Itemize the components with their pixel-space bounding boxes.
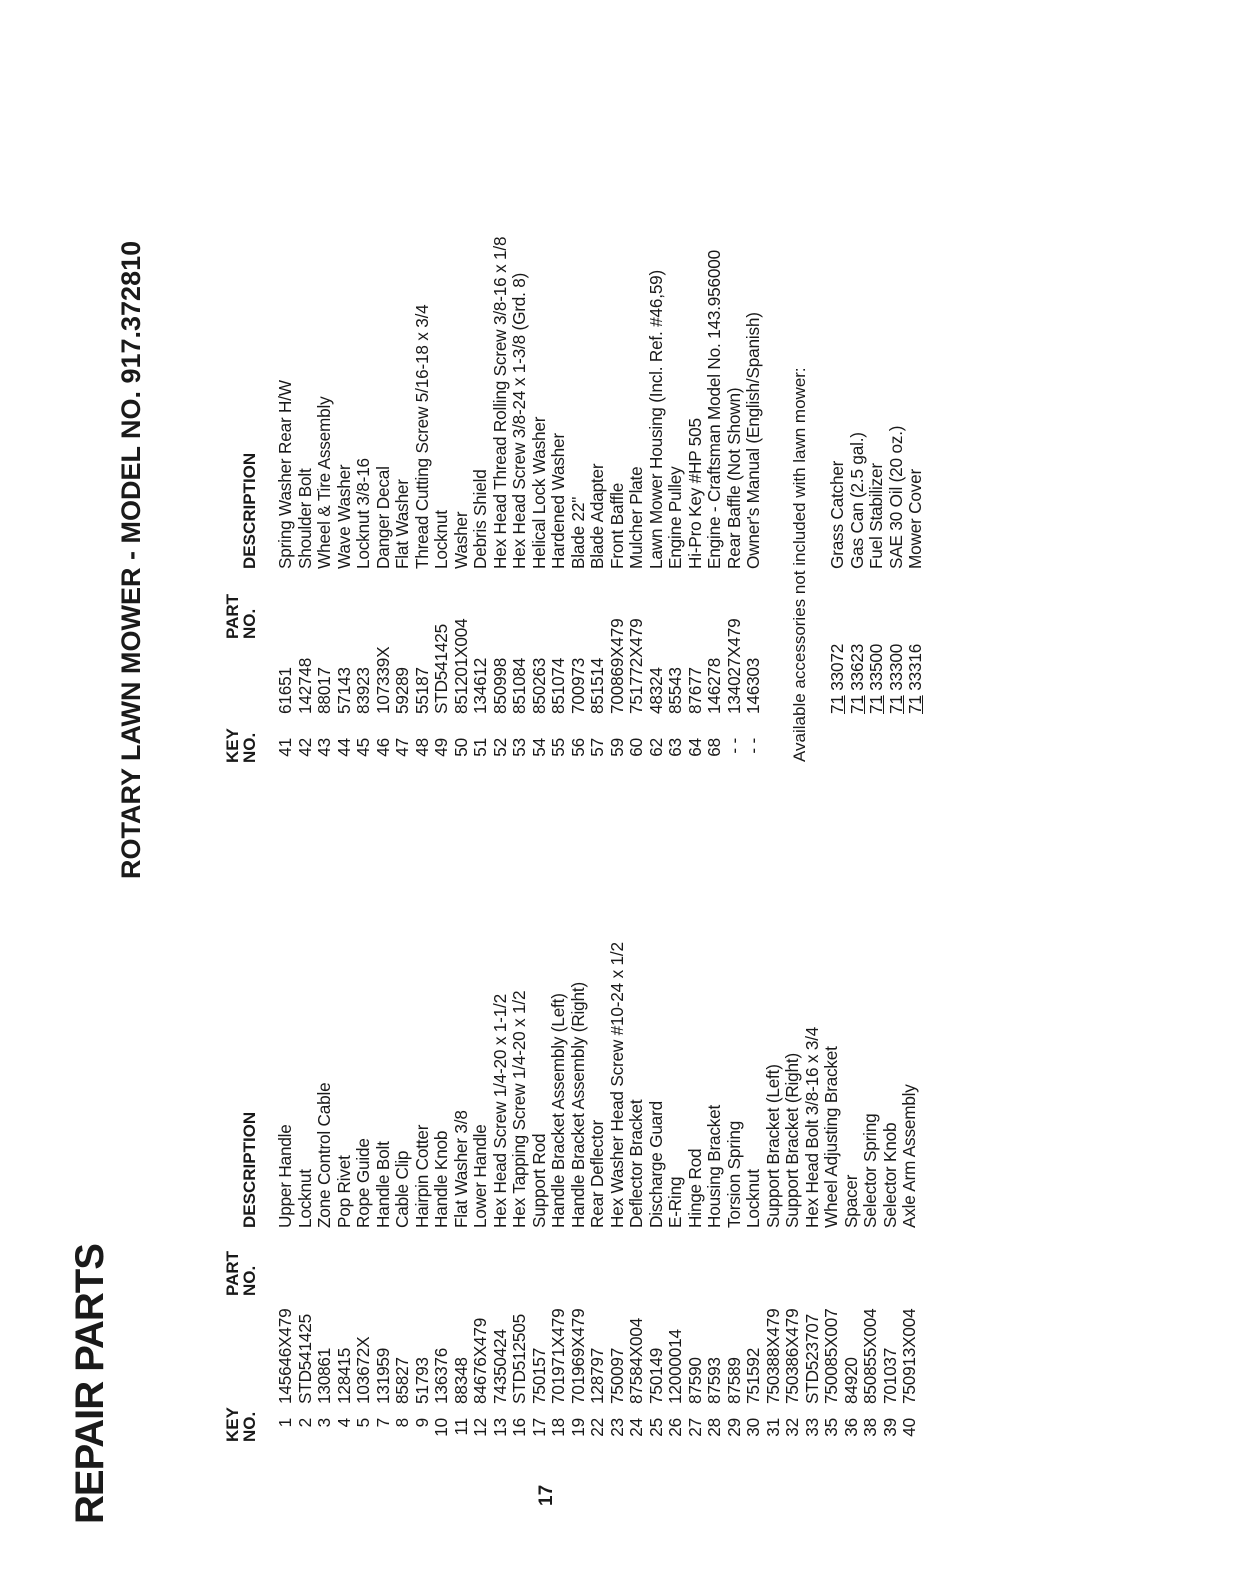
key-number: 49	[431, 738, 451, 757]
key-number: 4	[333, 1418, 354, 1428]
part-description: Washer	[450, 511, 471, 569]
part-number: 700973	[567, 657, 588, 714]
part-number: 700869X479	[606, 618, 627, 714]
part-number: 131959	[372, 1347, 393, 1404]
part-number: 103672X	[353, 1336, 373, 1404]
accessory-prefix: 71	[885, 695, 906, 714]
part-description: Selector Knob	[879, 1122, 900, 1228]
key-number: 11	[450, 1418, 471, 1436]
part-number: 750097	[606, 1347, 627, 1404]
part-description: Hex Head Screw 3/8-24 x 1-3/8 (Grd. 8)	[509, 272, 529, 569]
accessory-prefix: 71	[866, 695, 886, 714]
accessories-description-column	[828, 426, 926, 569]
accessory-prefix: 71	[846, 695, 867, 714]
key-number: 43	[314, 738, 334, 757]
key-number: 36	[840, 1418, 861, 1437]
key-number: 16	[509, 1418, 529, 1437]
accessory-number: 33623	[846, 643, 867, 696]
key-number: 57	[587, 738, 607, 757]
part-number: 136376	[431, 1347, 451, 1404]
part-description: Rear Baffle (Not Shown)	[723, 387, 744, 569]
key-number: 45	[353, 738, 373, 757]
part-number: 84920	[840, 1357, 861, 1404]
key-number: 30	[743, 1418, 763, 1437]
left-description-column	[276, 942, 920, 1228]
part-number: 750085X007	[821, 1308, 841, 1404]
key-number: 63	[665, 738, 685, 757]
part-number: 48324	[645, 667, 666, 714]
part-description: Housing Bracket	[704, 1104, 724, 1228]
part-description: Wheel Adjusting Bracket	[821, 1046, 841, 1228]
key-number: 32	[782, 1418, 802, 1437]
key-number: 22	[587, 1418, 607, 1437]
part-number: 851084	[509, 657, 529, 714]
part-description: Deflector Bracket	[626, 1099, 646, 1228]
left-key-column	[276, 1418, 920, 1456]
key-number: 31	[762, 1418, 783, 1437]
accessory-part-number	[848, 644, 868, 714]
part-number: STD541425	[431, 624, 451, 714]
key-number: 50	[450, 738, 471, 757]
accessory-number: 33500	[866, 643, 886, 696]
key-number: 48	[411, 738, 432, 757]
key-number: 24	[626, 1418, 646, 1437]
key-number: 25	[645, 1418, 666, 1437]
part-description: Hex Head Bolt 3/8-16 x 3/4	[801, 1026, 822, 1228]
key-number: 51	[470, 738, 490, 757]
part-number: 84676X479	[470, 1317, 490, 1404]
right-description-header: DESCRIPTION	[240, 452, 259, 569]
part-description: Mulcher Plate	[626, 466, 646, 569]
key-number: 56	[567, 738, 588, 757]
part-description: Spacer	[840, 1174, 861, 1228]
key-number: 3	[314, 1418, 334, 1428]
part-number: 750149	[645, 1347, 666, 1404]
accessory-description: SAE 30 Oil (20 oz.)	[885, 425, 906, 569]
right-part-header-line2: NO.	[240, 608, 259, 639]
left-key-header-line1: KEY	[223, 1407, 242, 1442]
key-number: 8	[392, 1418, 412, 1428]
part-description: Hex Washer Head Screw #10-24 x 1/2	[606, 942, 627, 1228]
key-number: 2	[294, 1418, 315, 1428]
left-part-header-line2: NO.	[240, 1265, 259, 1296]
key-number: 42	[294, 738, 315, 757]
part-number: 107339X	[372, 646, 393, 714]
part-description: Hi-Pro Key #HP 505	[684, 418, 705, 569]
key-number: 39	[879, 1418, 900, 1437]
part-number: 751592	[743, 1347, 763, 1404]
part-description: Helical Lock Washer	[528, 416, 549, 569]
accessory-description: Fuel Stabilizer	[866, 463, 886, 569]
key-number: 23	[606, 1418, 627, 1437]
part-description: Hinge Rod	[684, 1148, 705, 1228]
part-number: 142748	[294, 657, 315, 714]
part-number: 701971X479	[548, 1308, 568, 1404]
part-number: STD541425	[294, 1314, 315, 1404]
part-description: Locknut	[743, 1169, 763, 1228]
part-number: 850998	[489, 657, 510, 714]
part-description: Engine - Craftsman Model No. 143.956000	[704, 250, 724, 569]
right-description-column	[276, 237, 764, 569]
part-number: 88017	[314, 667, 334, 714]
right-part-header-line1: PART	[223, 593, 242, 639]
key-number: 64	[684, 738, 705, 757]
part-number: 146303	[743, 657, 763, 714]
part-description: Handle Bolt	[372, 1141, 393, 1228]
key-number: - -	[743, 738, 763, 754]
right-key-column	[276, 738, 764, 776]
part-description: Engine Pulley	[665, 466, 685, 569]
part-description: Flat Washer 3/8	[450, 1110, 471, 1228]
accessory-number: 33316	[905, 643, 925, 696]
right-key-header-line1: KEY	[223, 728, 242, 763]
part-number: 851201X004	[450, 618, 471, 714]
part-description: Front Baffle	[606, 482, 627, 569]
accessory-prefix: 71	[905, 695, 925, 714]
key-number: 10	[431, 1418, 451, 1437]
key-number: 19	[567, 1418, 588, 1437]
part-description: Lawn Mower Housing (Incl. Ref. #46,59)	[645, 269, 666, 569]
part-number: 55187	[411, 667, 432, 714]
part-description: Torsion Spring	[723, 1120, 744, 1228]
key-number: 68	[704, 738, 724, 757]
part-number: 850855X004	[860, 1308, 880, 1404]
part-number: 12000014	[665, 1329, 685, 1404]
part-number: 85543	[665, 667, 685, 714]
key-number: 27	[684, 1418, 705, 1437]
part-number: 57143	[333, 667, 354, 714]
part-number: STD512505	[509, 1314, 529, 1404]
accessory-description: Grass Catcher	[827, 460, 847, 569]
key-number: 54	[528, 738, 549, 757]
key-number: 62	[645, 738, 666, 757]
part-number: STD523707	[801, 1314, 822, 1404]
key-number: 47	[392, 738, 412, 757]
part-number: 750388X479	[762, 1308, 783, 1404]
left-key-header	[224, 1407, 258, 1442]
left-part-header-line1: PART	[223, 1250, 242, 1296]
part-number: 145646X479	[275, 1308, 295, 1404]
part-number: 701969X479	[567, 1308, 588, 1404]
part-description: Debris Shield	[470, 469, 490, 569]
part-description: Hex Head Screw 1/4-20 x 1-1/2	[489, 994, 510, 1228]
key-number: 59	[606, 738, 627, 757]
accessories-note: Available accessories not included with lawn mower:	[790, 367, 809, 762]
part-number: 751772X479	[626, 618, 646, 714]
part-description: Rope Guide	[353, 1138, 373, 1228]
accessory-description: Gas Can (2.5 gal.)	[846, 432, 867, 569]
part-number: 750913X004	[899, 1308, 919, 1404]
section-title: REPAIR PARTS	[68, 1244, 112, 1524]
part-description: Locknut	[294, 1169, 315, 1228]
part-number: 87584X004	[626, 1317, 646, 1404]
part-description: Handle Bracket Assembly (Right)	[567, 982, 588, 1228]
part-number: 88348	[450, 1357, 471, 1404]
accessories-part-column	[828, 644, 926, 714]
model-title: ROTARY LAWN MOWER - MODEL NO. 917.372810	[116, 240, 146, 879]
part-number: 128415	[333, 1347, 354, 1404]
right-part-column	[276, 619, 764, 715]
key-number: - -	[723, 738, 744, 754]
part-description: Cable Clip	[392, 1150, 412, 1228]
part-number: 146278	[704, 657, 724, 714]
key-number: 17	[528, 1418, 549, 1437]
part-description: Rear Deflector	[587, 1119, 607, 1228]
key-number: 29	[723, 1418, 744, 1437]
part-description: Upper Handle	[275, 1124, 295, 1228]
part-description: Zone Control Cable	[314, 1082, 334, 1228]
part-description: Support Rod	[528, 1133, 549, 1228]
part-description: Spring Washer Rear H/W	[275, 380, 295, 569]
part-number: 87590	[684, 1357, 705, 1404]
part-number: 128797	[587, 1347, 607, 1404]
part-description: Lower Handle	[470, 1124, 490, 1228]
accessory-part-number	[887, 644, 907, 714]
right-key-header	[224, 728, 258, 763]
accessory-prefix: 71	[827, 695, 847, 714]
part-description: Axle Arm Assembly	[899, 1084, 919, 1228]
part-description: Owner's Manual (English/Spanish)	[743, 312, 763, 569]
part-description: E-Ring	[665, 1176, 685, 1228]
part-description: Hairpin Cotter	[411, 1124, 432, 1228]
accessory-number: 33300	[885, 643, 906, 696]
part-description: Pop Rivet	[333, 1155, 354, 1228]
key-number: 26	[665, 1418, 685, 1437]
part-description: Wave Washer	[333, 464, 354, 569]
part-description: Discharge Guard	[645, 1101, 666, 1228]
part-description: Hardened Washer	[548, 433, 568, 569]
key-number: 60	[626, 738, 646, 757]
part-description: Thread Cutting Screw 5/16-18 x 3/4	[411, 304, 432, 569]
accessory-part-number	[867, 644, 887, 714]
part-description: Support Bracket (Right)	[782, 1053, 802, 1228]
left-part-header	[224, 1251, 258, 1296]
right-part-header	[224, 594, 258, 639]
key-number: 9	[411, 1418, 432, 1428]
accessory-description: Mower Cover	[905, 469, 925, 569]
key-number: 35	[821, 1418, 841, 1437]
key-number: 28	[704, 1418, 724, 1437]
part-number: 87677	[684, 667, 705, 714]
part-description: Locknut 3/8-16	[353, 458, 373, 569]
part-number: 750386X479	[782, 1308, 802, 1404]
key-number: 38	[860, 1418, 880, 1437]
part-number: 85827	[392, 1357, 412, 1404]
part-description: Selector Spring	[860, 1113, 880, 1228]
key-number: 55	[548, 738, 568, 757]
part-number: 61651	[275, 667, 295, 714]
accessory-part-number	[828, 644, 848, 714]
part-number: 134027X479	[723, 618, 744, 714]
part-description: Hex Head Thread Rolling Screw 3/8-16 x 1/8	[489, 236, 510, 569]
part-description: Shoulder Bolt	[294, 468, 315, 569]
key-number: 33	[801, 1418, 822, 1437]
key-number: 40	[899, 1418, 919, 1437]
part-number: 134612	[470, 657, 490, 714]
part-description: Handle Knob	[431, 1130, 451, 1228]
part-description: Flat Washer	[392, 479, 412, 569]
key-number: 41	[275, 738, 295, 757]
part-description: Hex Tapping Screw 1/4-20 x 1/2	[509, 990, 529, 1228]
left-part-column	[276, 1309, 920, 1405]
part-number: 851514	[587, 657, 607, 714]
part-number: 74350424	[489, 1329, 510, 1404]
key-number: 44	[333, 738, 354, 757]
part-number: 87593	[704, 1357, 724, 1404]
left-description-header: DESCRIPTION	[240, 1111, 259, 1228]
part-description: Handle Bracket Assembly (Left)	[548, 993, 568, 1228]
part-number: 83923	[353, 667, 373, 714]
key-number: 52	[489, 738, 510, 757]
part-number: 750157	[528, 1347, 549, 1404]
key-number: 5	[353, 1418, 373, 1428]
right-key-header-line2: NO.	[240, 732, 259, 763]
key-number: 18	[548, 1418, 568, 1437]
key-number: 7	[372, 1418, 393, 1428]
part-number: 87589	[723, 1357, 744, 1404]
part-description: Danger Decal	[372, 466, 393, 569]
page-number: 17	[536, 1484, 557, 1506]
part-description: Wheel & Tire Assembly	[314, 396, 334, 569]
part-description: Blade 22"	[567, 496, 588, 569]
key-number: 12	[470, 1418, 490, 1437]
left-key-header-line2: NO.	[240, 1411, 259, 1442]
part-number: 701037	[879, 1347, 900, 1404]
key-number: 46	[372, 738, 393, 757]
part-description: Locknut	[431, 510, 451, 569]
key-number: 53	[509, 738, 529, 757]
accessory-part-number	[906, 644, 926, 714]
part-number: 851074	[548, 657, 568, 714]
part-description: Blade Adapter	[587, 463, 607, 569]
accessory-number: 33072	[827, 643, 847, 696]
key-number: 1	[275, 1418, 295, 1428]
part-number: 51793	[411, 1357, 432, 1404]
key-number: 13	[489, 1418, 510, 1437]
part-number: 850263	[528, 657, 549, 714]
part-number: 130861	[314, 1347, 334, 1404]
part-description: Support Bracket (Left)	[762, 1064, 783, 1228]
part-number: 59289	[392, 667, 412, 714]
